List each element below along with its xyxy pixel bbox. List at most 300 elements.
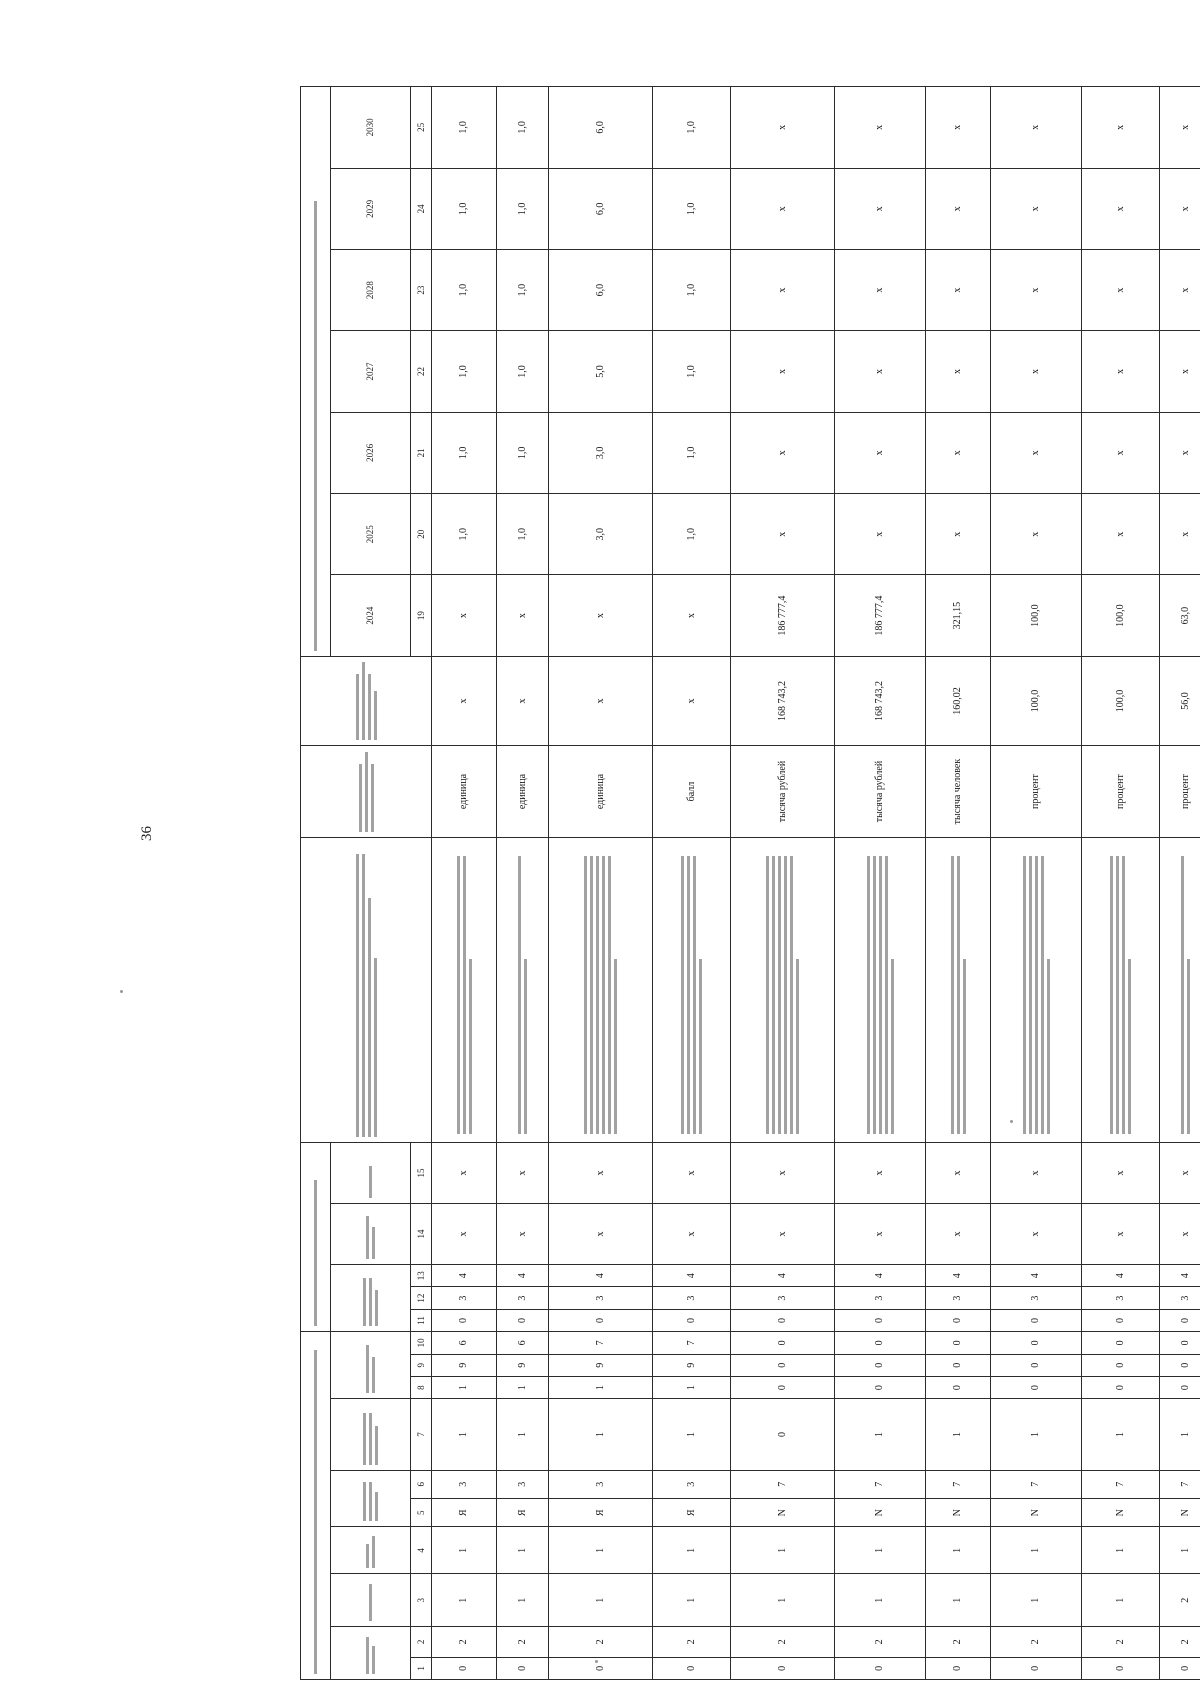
cell-c2: 2 [835, 1627, 926, 1658]
cell-c21: 3,0 [549, 412, 653, 493]
cell-c8: 1 [497, 1376, 549, 1398]
cell-c3: 2 [1160, 1574, 1200, 1627]
text-line-placeholder [463, 856, 466, 1134]
cell-c4: 1 [549, 1527, 653, 1574]
cell-c13: 4 [991, 1265, 1082, 1287]
column-number: 12 [411, 1287, 432, 1309]
cell-c21: 1,0 [432, 412, 497, 493]
header-name [301, 837, 432, 1142]
cell-c2: 2 [991, 1627, 1082, 1658]
header-unit [301, 746, 432, 838]
cell-c9: 0 [1160, 1354, 1200, 1376]
text-line-placeholder [584, 856, 587, 1134]
text-line-placeholder [1116, 856, 1119, 1134]
header-base-year [301, 656, 432, 746]
column-number: 14 [411, 1204, 432, 1265]
cell-c18: x [432, 656, 497, 746]
text-line-placeholder [1047, 959, 1050, 1134]
cell-c23: x [1160, 249, 1200, 330]
cell-c20: x [1160, 494, 1200, 575]
cell-c25: 1,0 [497, 87, 549, 169]
rotated-table [300, 86, 1200, 1680]
row-description [926, 837, 991, 1142]
table-row [432, 87, 497, 1680]
cell-c21: 1,0 [497, 412, 549, 493]
header-aip-code [331, 1142, 411, 1203]
table-row [991, 87, 1082, 1680]
cell-c4: 1 [991, 1527, 1082, 1574]
column-number: 23 [411, 249, 432, 330]
table-row [731, 87, 835, 1680]
year-2026: 2026 [331, 412, 411, 493]
cell-c7: 1 [549, 1399, 653, 1470]
text-line-placeholder [951, 856, 954, 1134]
text-line-placeholder [1110, 856, 1113, 1134]
cell-c22: 1,0 [497, 331, 549, 412]
text-line-placeholder [963, 959, 966, 1134]
year-2029: 2029 [331, 168, 411, 249]
cell-c11: 0 [1082, 1309, 1160, 1331]
text-line-placeholder [681, 856, 684, 1134]
cell-c23: x [835, 249, 926, 330]
text-line-placeholder [957, 856, 960, 1134]
cell-c21: x [926, 412, 991, 493]
cell-c17: единица [497, 746, 549, 838]
page-number: 36 [139, 826, 155, 841]
header-direction [331, 1574, 411, 1627]
cell-c17: тысяча рублей [731, 746, 835, 838]
cell-c18: 100,0 [991, 656, 1082, 746]
text-line-placeholder [867, 856, 870, 1134]
cell-c15: x [991, 1142, 1082, 1203]
cell-c11: 0 [991, 1309, 1082, 1331]
text-line-placeholder [1187, 959, 1190, 1134]
row-description [1160, 837, 1200, 1142]
year-2024: 2024 [331, 575, 411, 656]
cell-c17: процент [991, 746, 1082, 838]
row-description [653, 837, 731, 1142]
cell-c7: 0 [731, 1399, 835, 1470]
row-description [731, 837, 835, 1142]
cell-c22: 1,0 [653, 331, 731, 412]
column-number: 6 [411, 1470, 432, 1498]
cell-c24: x [731, 168, 835, 249]
cell-c3: 1 [1082, 1574, 1160, 1627]
text-line-placeholder [687, 856, 690, 1134]
text-line-placeholder [608, 856, 611, 1134]
cell-c12: 3 [1082, 1287, 1160, 1309]
cell-c23: 1,0 [432, 249, 497, 330]
cell-c19: x [497, 575, 549, 656]
cell-c25: x [835, 87, 926, 169]
cell-c9: 9 [549, 1354, 653, 1376]
cell-c6: 7 [926, 1470, 991, 1498]
cell-c20: x [926, 494, 991, 575]
cell-c7: 1 [1082, 1399, 1160, 1470]
cell-c19: 100,0 [991, 575, 1082, 656]
cell-c4: 1 [432, 1527, 497, 1574]
cell-c7: 1 [432, 1399, 497, 1470]
cell-c20: x [835, 494, 926, 575]
cell-c5: Я [497, 1499, 549, 1527]
cell-c12: 3 [731, 1287, 835, 1309]
text-line-placeholder [784, 856, 787, 1134]
cell-c6: 3 [497, 1470, 549, 1498]
cell-c12: 3 [926, 1287, 991, 1309]
cell-c13: 4 [835, 1265, 926, 1287]
text-line-placeholder [699, 959, 702, 1134]
cell-c3: 1 [991, 1574, 1082, 1627]
cell-c17: тысяча рублей [835, 746, 926, 838]
cell-c4: 1 [835, 1527, 926, 1574]
cell-c3: 1 [731, 1574, 835, 1627]
text-line-placeholder [885, 856, 888, 1134]
cell-c13: 4 [926, 1265, 991, 1287]
cell-c1: 0 [497, 1657, 549, 1679]
cell-c5: N [835, 1499, 926, 1527]
cell-c20: 3,0 [549, 494, 653, 575]
cell-c4: 1 [653, 1527, 731, 1574]
cell-c14: x [991, 1204, 1082, 1265]
cell-c24: 1,0 [497, 168, 549, 249]
cell-c20: x [991, 494, 1082, 575]
column-number: 9 [411, 1354, 432, 1376]
cell-c12: 3 [653, 1287, 731, 1309]
cell-c6: 7 [1160, 1470, 1200, 1498]
cell-c4: 1 [1082, 1527, 1160, 1574]
column-number: 8 [411, 1376, 432, 1398]
cell-c6: 3 [653, 1470, 731, 1498]
cell-c1: 0 [1160, 1657, 1200, 1679]
cell-c5: N [731, 1499, 835, 1527]
cell-c3: 1 [432, 1574, 497, 1627]
column-number: 15 [411, 1142, 432, 1203]
table-row [1082, 87, 1160, 1680]
cell-c9: 0 [926, 1354, 991, 1376]
text-line-placeholder [891, 959, 894, 1134]
cell-c9: 0 [731, 1354, 835, 1376]
text-line-placeholder [772, 856, 775, 1134]
cell-c17: балл [653, 746, 731, 838]
program-indicators-table [300, 86, 1200, 1680]
text-line-placeholder [1023, 856, 1026, 1134]
cell-c14: x [432, 1204, 497, 1265]
cell-c21: x [731, 412, 835, 493]
cell-c23: x [1082, 249, 1160, 330]
row-description [1082, 837, 1160, 1142]
cell-c7: 1 [991, 1399, 1082, 1470]
cell-c21: 1,0 [653, 412, 731, 493]
header-group-analytic-code [301, 1332, 331, 1680]
cell-c3: 1 [497, 1574, 549, 1627]
row-description [497, 837, 549, 1142]
table-body [432, 87, 1200, 1680]
cell-c18: 160,02 [926, 656, 991, 746]
row-description [432, 837, 497, 1142]
cell-c23: 1,0 [497, 249, 549, 330]
year-2030: 2030 [331, 87, 411, 169]
cell-c11: 0 [653, 1309, 731, 1331]
cell-c9: 9 [432, 1354, 497, 1376]
cell-c25: x [1160, 87, 1200, 169]
cell-c10: 0 [835, 1332, 926, 1354]
cell-c1: 0 [1082, 1657, 1160, 1679]
cell-c22: x [731, 331, 835, 412]
cell-c18: 56,0 [1160, 656, 1200, 746]
column-number: 24 [411, 168, 432, 249]
cell-c1: 0 [835, 1657, 926, 1679]
cell-c22: 5,0 [549, 331, 653, 412]
cell-c8: 0 [1082, 1376, 1160, 1398]
cell-c12: 3 [1160, 1287, 1200, 1309]
column-number: 21 [411, 412, 432, 493]
year-2027: 2027 [331, 331, 411, 412]
cell-c14: x [1160, 1204, 1200, 1265]
column-number: 3 [411, 1574, 432, 1627]
cell-c20: 1,0 [653, 494, 731, 575]
column-number: 20 [411, 494, 432, 575]
cell-c11: 0 [432, 1309, 497, 1331]
cell-c18: x [497, 656, 549, 746]
header-measure [331, 1332, 411, 1399]
cell-c21: x [835, 412, 926, 493]
text-line-placeholder [614, 959, 617, 1134]
cell-c19: 100,0 [1082, 575, 1160, 656]
header-executor [331, 1265, 411, 1332]
scan-speck [120, 990, 123, 993]
cell-c4: 1 [926, 1527, 991, 1574]
cell-c15: x [1160, 1142, 1200, 1203]
cell-c19: x [653, 575, 731, 656]
cell-c21: x [1160, 412, 1200, 493]
cell-c5: N [991, 1499, 1082, 1527]
cell-c2: 2 [926, 1627, 991, 1658]
cell-c10: 7 [653, 1332, 731, 1354]
cell-c22: 1,0 [432, 331, 497, 412]
cell-c10: 6 [497, 1332, 549, 1354]
column-number: 1 [411, 1657, 432, 1679]
cell-c8: 1 [549, 1376, 653, 1398]
cell-c20: x [1082, 494, 1160, 575]
cell-c24: x [835, 168, 926, 249]
cell-c10: 0 [926, 1332, 991, 1354]
cell-c3: 1 [835, 1574, 926, 1627]
cell-c8: 0 [991, 1376, 1082, 1398]
text-line-placeholder [778, 856, 781, 1134]
cell-c23: 1,0 [653, 249, 731, 330]
cell-c12: 3 [991, 1287, 1082, 1309]
cell-c11: 0 [835, 1309, 926, 1331]
cell-c10: 7 [549, 1332, 653, 1354]
cell-c1: 0 [549, 1657, 653, 1679]
cell-c7: 1 [497, 1399, 549, 1470]
text-line-placeholder [873, 856, 876, 1134]
cell-c25: x [731, 87, 835, 169]
cell-c22: x [1082, 331, 1160, 412]
year-2028: 2028 [331, 249, 411, 330]
cell-c4: 1 [731, 1527, 835, 1574]
column-number: 7 [411, 1399, 432, 1470]
cell-c11: 0 [731, 1309, 835, 1331]
cell-c6: 7 [1082, 1470, 1160, 1498]
cell-c5: Я [653, 1499, 731, 1527]
text-line-placeholder [596, 856, 599, 1134]
header-group-budget-classification [301, 1142, 331, 1331]
cell-c2: 2 [549, 1627, 653, 1658]
cell-c6: 7 [835, 1470, 926, 1498]
cell-c22: x [835, 331, 926, 412]
cell-c10: 0 [991, 1332, 1082, 1354]
cell-c4: 1 [497, 1527, 549, 1574]
cell-c13: 4 [1160, 1265, 1200, 1287]
cell-c25: 6,0 [549, 87, 653, 169]
cell-c3: 1 [653, 1574, 731, 1627]
cell-c7: 1 [926, 1399, 991, 1470]
cell-c4: 1 [1160, 1527, 1200, 1574]
row-description [549, 837, 653, 1142]
cell-c14: x [497, 1204, 549, 1265]
cell-c20: 1,0 [497, 494, 549, 575]
cell-c8: 1 [653, 1376, 731, 1398]
text-line-placeholder [518, 856, 521, 1134]
cell-c18: x [653, 656, 731, 746]
cell-c15: x [653, 1142, 731, 1203]
column-number: 10 [411, 1332, 432, 1354]
cell-c22: x [1160, 331, 1200, 412]
cell-c10: 0 [1082, 1332, 1160, 1354]
cell-c7: 1 [653, 1399, 731, 1470]
cell-c8: 0 [1160, 1376, 1200, 1398]
cell-c7: 1 [835, 1399, 926, 1470]
row-description [991, 837, 1082, 1142]
cell-c25: x [991, 87, 1082, 169]
cell-c2: 2 [731, 1627, 835, 1658]
text-line-placeholder [457, 856, 460, 1134]
cell-c13: 4 [1082, 1265, 1160, 1287]
cell-c1: 0 [731, 1657, 835, 1679]
cell-c15: x [926, 1142, 991, 1203]
cell-c24: x [1082, 168, 1160, 249]
cell-c18: 168 743,2 [835, 656, 926, 746]
cell-c8: 0 [926, 1376, 991, 1398]
text-line-placeholder [693, 856, 696, 1134]
text-line-placeholder [1029, 856, 1032, 1134]
column-number: 5 [411, 1499, 432, 1527]
cell-c14: x [926, 1204, 991, 1265]
cell-c2: 2 [497, 1627, 549, 1658]
cell-c14: x [1082, 1204, 1160, 1265]
cell-c8: 1 [432, 1376, 497, 1398]
cell-c3: 1 [926, 1574, 991, 1627]
cell-c6: 7 [731, 1470, 835, 1498]
cell-c11: 0 [1160, 1309, 1200, 1331]
header-years-group [301, 87, 331, 657]
cell-c5: Я [432, 1499, 497, 1527]
cell-c13: 4 [653, 1265, 731, 1287]
cell-c13: 4 [731, 1265, 835, 1287]
column-number: 4 [411, 1527, 432, 1574]
column-number: 22 [411, 331, 432, 412]
cell-c17: единица [549, 746, 653, 838]
text-line-placeholder [602, 856, 605, 1134]
cell-c10: 6 [432, 1332, 497, 1354]
table-row [497, 87, 549, 1680]
cell-c15: x [1082, 1142, 1160, 1203]
cell-c13: 4 [497, 1265, 549, 1287]
column-number: 19 [411, 575, 432, 656]
cell-c2: 2 [1160, 1627, 1200, 1658]
cell-c17: тысяча человек [926, 746, 991, 838]
cell-c18: 168 743,2 [731, 656, 835, 746]
cell-c14: x [653, 1204, 731, 1265]
cell-c5: N [1160, 1499, 1200, 1527]
cell-c12: 3 [835, 1287, 926, 1309]
cell-c15: x [731, 1142, 835, 1203]
cell-c9: 9 [653, 1354, 731, 1376]
cell-c17: единица [432, 746, 497, 838]
table-row [549, 87, 653, 1680]
cell-c11: 0 [926, 1309, 991, 1331]
column-number: 2 [411, 1627, 432, 1658]
cell-c19: 186 777,4 [835, 575, 926, 656]
cell-c17: процент [1082, 746, 1160, 838]
cell-c12: 3 [549, 1287, 653, 1309]
cell-c19: 321,15 [926, 575, 991, 656]
cell-c24: 1,0 [653, 168, 731, 249]
cell-c25: 1,0 [432, 87, 497, 169]
cell-c17: процент [1160, 746, 1200, 838]
header-expense-direction [331, 1204, 411, 1265]
cell-c9: 0 [1082, 1354, 1160, 1376]
text-line-placeholder [1041, 856, 1044, 1134]
column-number: 11 [411, 1309, 432, 1331]
cell-c24: 6,0 [549, 168, 653, 249]
text-line-placeholder [524, 959, 527, 1134]
text-line-placeholder [1181, 856, 1184, 1134]
cell-c10: 0 [1160, 1332, 1200, 1354]
text-line-placeholder [790, 856, 793, 1134]
cell-c24: x [1160, 168, 1200, 249]
cell-c22: x [991, 331, 1082, 412]
cell-c24: x [926, 168, 991, 249]
cell-c25: x [1082, 87, 1160, 169]
text-line-placeholder [590, 856, 593, 1134]
cell-c23: 6,0 [549, 249, 653, 330]
column-number: 25 [411, 87, 432, 169]
cell-c12: 3 [432, 1287, 497, 1309]
header-task [331, 1399, 411, 1470]
cell-c15: x [432, 1142, 497, 1203]
cell-c3: 1 [549, 1574, 653, 1627]
table-row [1160, 87, 1200, 1680]
text-line-placeholder [1122, 856, 1125, 1134]
year-2025: 2025 [331, 494, 411, 575]
cell-c13: 4 [432, 1265, 497, 1287]
cell-c15: x [549, 1142, 653, 1203]
cell-c21: x [991, 412, 1082, 493]
column-number: 13 [411, 1265, 432, 1287]
cell-c1: 0 [432, 1657, 497, 1679]
cell-c18: 100,0 [1082, 656, 1160, 746]
cell-c25: 1,0 [653, 87, 731, 169]
cell-c1: 0 [991, 1657, 1082, 1679]
cell-c24: x [991, 168, 1082, 249]
cell-c9: 0 [835, 1354, 926, 1376]
cell-c1: 0 [926, 1657, 991, 1679]
cell-c15: x [497, 1142, 549, 1203]
cell-c25: x [926, 87, 991, 169]
cell-c6: 3 [549, 1470, 653, 1498]
